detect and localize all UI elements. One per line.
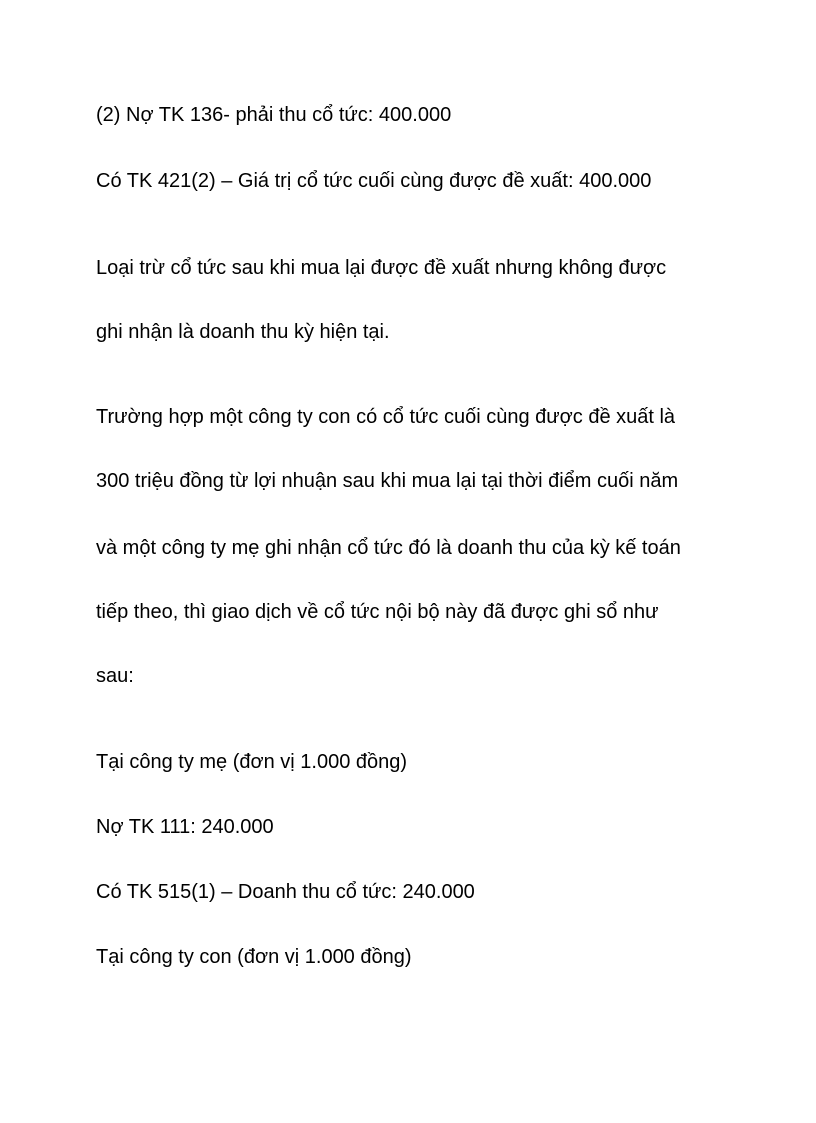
paragraph-2-line-1: Trường hợp một công ty con có cổ tức cuối cùng được đề xuất là [96, 406, 676, 428]
parent-credit-line: Có TK 515(1) – Doanh thu cổ tức: 240.000 [96, 881, 475, 903]
paragraph-2-line-5: sau: [96, 665, 134, 687]
paragraph-1-line-2: ghi nhận là doanh thu kỳ hiện tại. [96, 321, 390, 343]
entry-2-debit-line: (2) Nợ TK 136- phải thu cổ tức: 400.000 [96, 104, 452, 126]
paragraph-2-line-4: tiếp theo, thì giao dịch về cổ tức nội bộ này đã được ghi sổ như [96, 601, 659, 623]
parent-company-heading: Tại công ty mẹ (đơn vị 1.000 đồng) [96, 751, 408, 773]
paragraph-1-line-1: Loại trừ cổ tức sau khi mua lại được đề xuất nhưng không được [96, 257, 667, 279]
paragraph-2-line-2: 300 triệu đồng từ lợi nhuận sau khi mua lại tại thời điểm cuối năm [96, 470, 679, 492]
subsidiary-heading: Tại công ty con (đơn vị 1.000 đồng) [96, 946, 412, 968]
parent-debit-line: Nợ TK 111: 240.000 [96, 816, 274, 838]
paragraph-2-line-3: và một công ty mẹ ghi nhận cổ tức đó là doanh thu của kỳ kế toán [96, 537, 681, 559]
entry-2-credit-line: Có TK 421(2) – Giá trị cổ tức cuối cùng được đề xuất: 400.000 [96, 170, 652, 192]
